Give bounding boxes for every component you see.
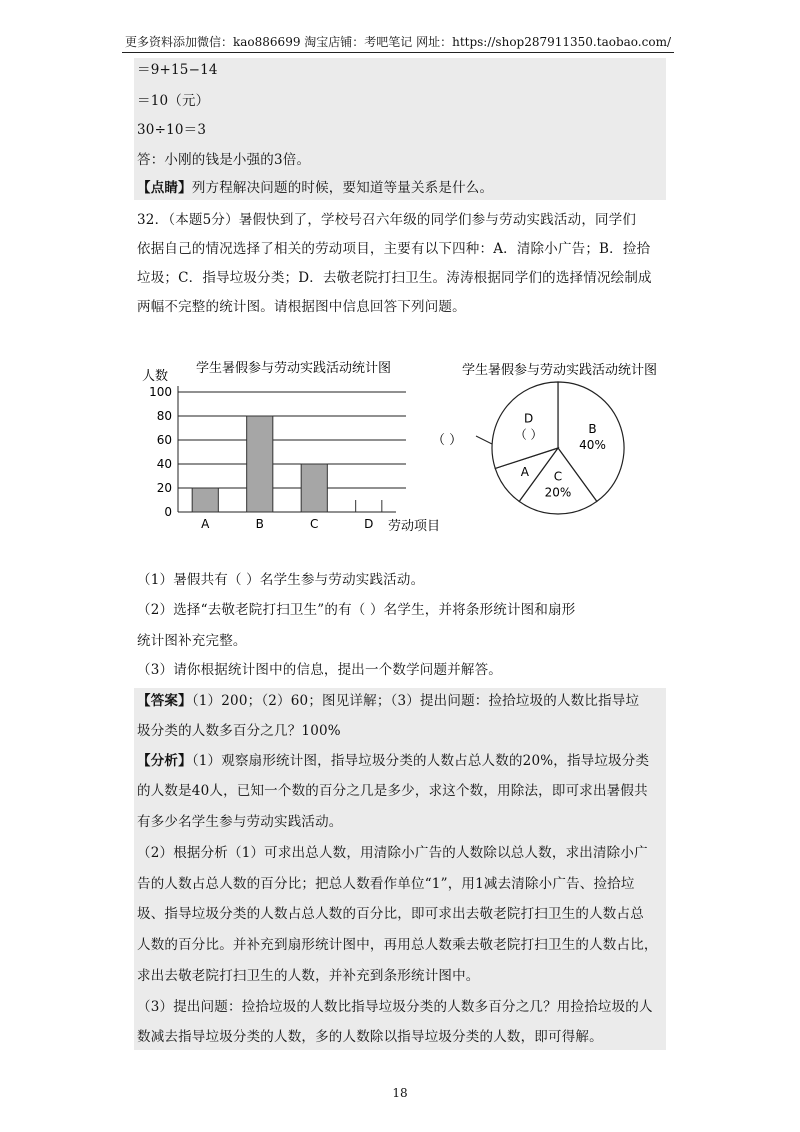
bar-C <box>301 464 327 512</box>
page-header: 更多资料添加微信：kao886699 淘宝店铺：考吧笔记 网址：https://shop287911350.taobao.com/ <box>122 34 674 53</box>
page-number: 18 <box>392 1086 408 1100</box>
bar-ytick-label: 80 <box>156 409 172 423</box>
pie-chart-title: 学生暑假参与劳动实践活动统计图 <box>462 363 658 378</box>
question-line: 32．（本题5分）暑假快到了，学校号召六年级的同学们参与劳动实践活动，同学们 <box>137 212 637 228</box>
question-line: 垃圾；C．指导垃圾分类；D．去敬老院打扫卫生。涛涛根据同学们的选择情况绘制成 <box>137 270 652 286</box>
pie-label-C: C <box>553 469 563 484</box>
analysis-line: 圾、指导垃圾分类的人数占总人数的百分比，即可求出去敬老院打扫卫生的人数占总 <box>137 906 644 922</box>
bar-ytick-label: 100 <box>149 385 172 399</box>
bar-chart-ylabel: 人数 <box>142 369 169 384</box>
pie-chart <box>430 352 680 532</box>
bar-ytick-label: 60 <box>156 433 172 447</box>
subquestion-line: （3）请你根据统计图中的信息，提出一个数学问题并解答。 <box>137 662 502 678</box>
pie-outside-blank: （ ） <box>432 433 463 448</box>
pie-value-D: （ ） <box>514 427 543 442</box>
bar-ytick-label: 0 <box>164 505 172 519</box>
comment-tag: 【点睛】 <box>137 180 192 196</box>
bar-xtick-label: D <box>364 517 374 531</box>
analysis-line: 求出去敬老院打扫卫生的人数，并补充到条形统计图中。 <box>137 968 480 984</box>
comment-line <box>137 178 493 198</box>
bar-chart-xlabel: 劳动项目 <box>388 519 441 534</box>
analysis-text: （1）观察扇形统计图，指导垃圾分类的人数占总人数的20%，指导垃圾分类 <box>191 753 650 769</box>
bar-ytick-label: 20 <box>156 481 172 495</box>
analysis-line: 人数的百分比。并补充到扇形统计图中，再用总人数乘去敬老院打扫卫生的人数占比， <box>137 937 658 953</box>
analysis-line: 数减去指导垃圾分类的人数，多的人数除以指导垃圾分类的人数，即可得解。 <box>137 1029 603 1045</box>
bar-chart-title: 学生暑假参与劳动实践活动统计图 <box>196 361 392 376</box>
pie-label-D: D <box>524 411 534 426</box>
analysis-line: （3）提出问题：捡拾垃圾的人数比指导垃圾分类的人数多百分之几？用捡拾垃圾的人 <box>137 999 653 1015</box>
answer-tag: 【答案】 <box>137 693 192 709</box>
comment-text: 列方程解决问题的时候，要知道等量关系是什么。 <box>191 180 494 196</box>
bar-xtick-label: A <box>201 517 210 531</box>
analysis-line: （2）根据分析（1）可求出总人数，用清除小广告的人数除以总人数，求出清除小广 <box>137 845 648 861</box>
question-line: 两幅不完整的统计图。请根据图中信息回答下列问题。 <box>137 299 466 315</box>
analysis-line <box>137 751 649 771</box>
subquestion-line: （2）选择“去敬老院打扫卫生”的有（ ）名学生，并将条形统计图和扇形 <box>137 602 576 618</box>
analysis-line: 的人数是40人，已知一个数的百分之几是多少，求这个数，用除法，即可求出暑假共 <box>137 783 648 799</box>
solution-line: ＝10（元） <box>137 93 210 109</box>
bar-A <box>192 488 218 512</box>
answer-shade <box>134 688 666 1050</box>
question-line: 依据自己的情况选择了相关的劳动项目，主要有以下四种：A．清除小广告；B．捡拾 <box>137 241 651 257</box>
subquestion-line: 统计图补充完整。 <box>137 633 247 649</box>
answer-text: （1）200；（2）60；图见详解；（3）提出问题：捡拾垃圾的人数比指导垃 <box>191 693 640 709</box>
answer-line <box>137 691 639 711</box>
analysis-line: 告的人数占总人数的百分比；把总人数看作单位“1”，用1减去清除小广告、捡拾垃 <box>137 876 635 892</box>
bar-B <box>247 416 273 512</box>
pie-leader-line <box>476 436 492 444</box>
bar-D-blank <box>356 500 382 512</box>
bar-xtick-label: C <box>310 517 319 531</box>
subquestion-line: （1）暑假共有（ ）名学生参与劳动实践活动。 <box>137 572 425 588</box>
bar-chart <box>130 352 450 542</box>
pie-label-B: B <box>588 421 597 436</box>
bar-ytick-label: 40 <box>156 457 172 471</box>
pie-label-A: A <box>520 465 530 480</box>
solution-line: 30÷10＝3 <box>137 122 207 138</box>
pie-value-B: 40% <box>579 437 606 452</box>
bar-xtick-label: B <box>255 517 264 531</box>
solution-line: 答：小刚的钱是小强的3倍。 <box>137 152 311 168</box>
analysis-line: 有多少名学生参与劳动实践活动。 <box>137 814 343 830</box>
analysis-tag: 【分析】 <box>137 753 192 769</box>
solution-line: ＝9+15−14 <box>137 62 218 78</box>
answer-line: 圾分类的人数多百分之几？100% <box>137 723 341 739</box>
pie-value-C: 20% <box>544 485 572 500</box>
